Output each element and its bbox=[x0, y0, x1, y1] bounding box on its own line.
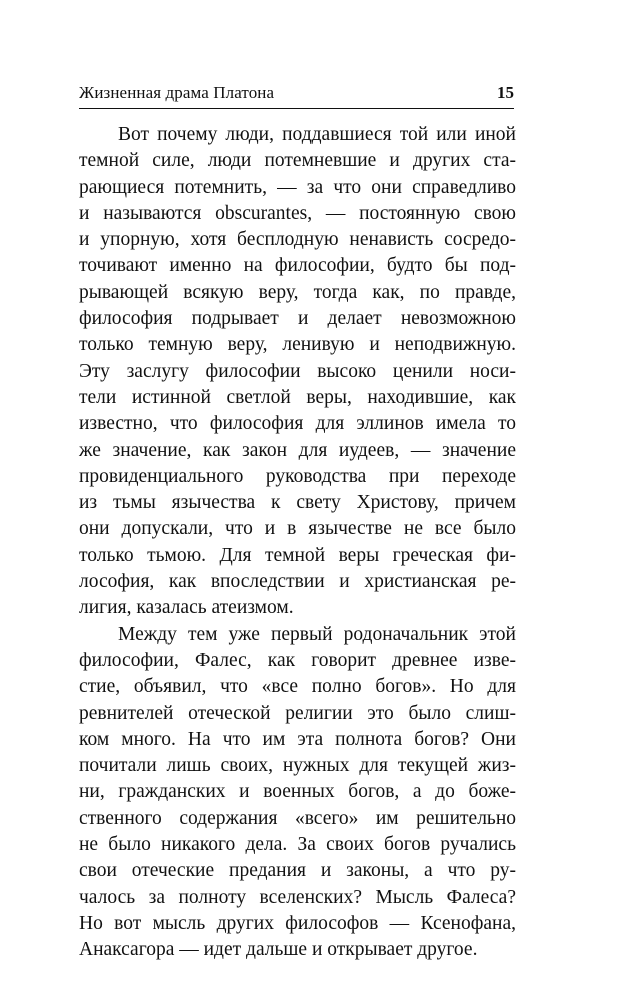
text-line: лигия, казалась атеизмом. bbox=[79, 597, 294, 619]
text-line: рывающей всякую веру, тогда как, по правде, bbox=[79, 281, 516, 303]
text-line: философия подрывает и делает невозможною bbox=[79, 308, 516, 330]
running-title: Жизненная драма Платона bbox=[79, 83, 275, 102]
text-line: только темную веру, ленивую и неподвижную. bbox=[79, 334, 516, 356]
running-head bbox=[79, 82, 514, 109]
text-line: лософия, как впоследствии и христианская ре- bbox=[79, 571, 516, 593]
text-line: Но вот мысль других философов — Ксенофана, bbox=[79, 912, 516, 934]
text-line: из тьмы язычества к свету Христову, причем bbox=[79, 492, 516, 514]
text-line: ком много. На что им эта полнота богов? Они bbox=[79, 728, 516, 750]
text-line: Эту заслугу философии высоко ценили носи- bbox=[79, 360, 516, 382]
text-line: известно, что философия для эллинов имела то bbox=[79, 413, 516, 435]
page-number: 15 bbox=[497, 83, 514, 102]
text-line: Между тем уже первый родоначальник этой bbox=[118, 623, 516, 645]
text-line: ни, гражданских и военных богов, а до боже- bbox=[79, 781, 516, 803]
text-line: тели истинной светлой веры, находившие, как bbox=[79, 386, 516, 408]
body-text bbox=[79, 122, 516, 964]
text-line: чалось за полноту вселенских? Мысль Фалеса? bbox=[79, 886, 516, 908]
text-line: свои отеческие предания и законы, а что ру- bbox=[79, 860, 516, 882]
text-line: ственного содержания «всего» им решительно bbox=[79, 807, 516, 829]
paragraph-2 bbox=[79, 622, 516, 964]
text-line: провиденциального руководства при переходе bbox=[79, 465, 516, 487]
paragraph-1 bbox=[79, 122, 516, 622]
text-line: стие, объявил, что «все полно богов». Но для bbox=[79, 676, 516, 698]
text-line: Вот почему люди, поддавшиеся той или иной bbox=[118, 124, 516, 145]
text-line: рающиеся потемнить, — за что они справедливо bbox=[79, 176, 516, 198]
text-line: философии, Фалес, как говорит древнее изве- bbox=[79, 649, 516, 671]
text-line: они допускали, что и в язычестве не все было bbox=[79, 518, 516, 540]
text-line: Анаксагора — идет дальше и открывает другое. bbox=[79, 939, 478, 961]
text-line: ревнителей отеческой религии это было слиш- bbox=[79, 702, 516, 724]
text-line: темной силе, люди потемневшие и других ста- bbox=[79, 150, 516, 172]
text-line: и называются obscurantes, — постоянную свою bbox=[79, 202, 516, 224]
text-line: точивают именно на философии, будто бы под- bbox=[79, 255, 516, 277]
text-line: и упорную, хотя бесплодную ненависть сосредо- bbox=[79, 229, 516, 251]
text-line: не было никакого дела. За своих богов ручались bbox=[79, 834, 516, 856]
text-line: только тьмою. Для темной веры греческая фи- bbox=[79, 544, 516, 566]
text-line: почитали лишь своих, нужных для текущей жиз- bbox=[79, 755, 516, 777]
text-line: же значение, как закон для иудеев, — значение bbox=[79, 439, 516, 461]
